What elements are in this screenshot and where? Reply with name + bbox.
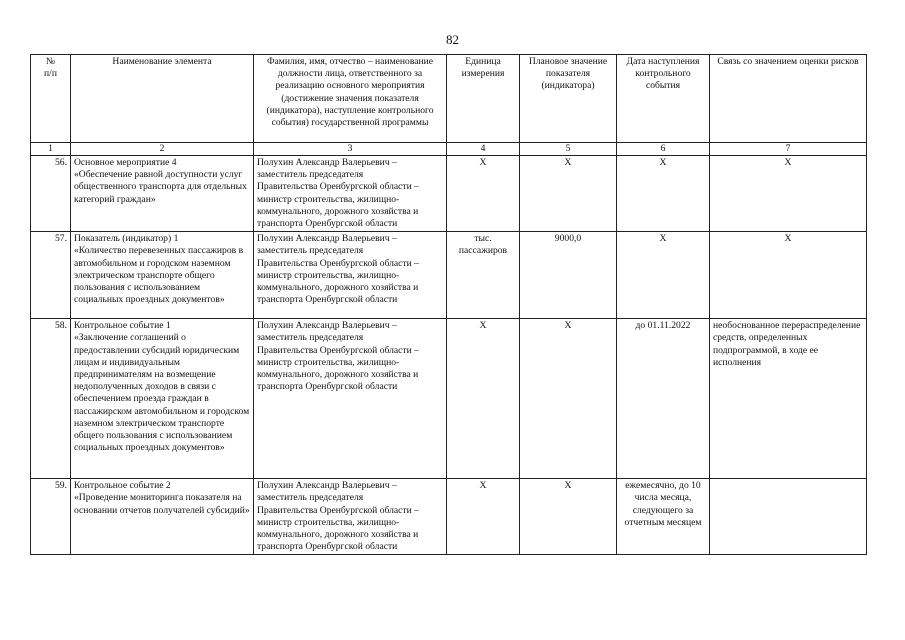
table-row	[31, 156, 867, 232]
risk-link: X	[710, 156, 867, 232]
header-plan-value: Плановое значение показателя (индикатора)	[520, 55, 617, 143]
row-number: 59.	[31, 479, 71, 555]
row-number: 56.	[31, 156, 71, 232]
column-number: 5	[520, 143, 617, 156]
unit-of-measure: X	[447, 319, 520, 479]
column-number: 1	[31, 143, 71, 156]
event-date: до 01.11.2022	[617, 319, 710, 479]
event-date: X	[617, 232, 710, 319]
header-risk-link: Связь со значением оценки рисков	[710, 55, 867, 143]
row-number: 58.	[31, 319, 71, 479]
column-number: 4	[447, 143, 520, 156]
plan-value: X	[520, 319, 617, 479]
unit-of-measure: X	[447, 156, 520, 232]
header-element-name: Наименование элемента	[71, 55, 254, 143]
risk-link: X	[710, 232, 867, 319]
unit-of-measure: X	[447, 479, 520, 555]
element-name: Основное мероприятие 4 «Обеспечение равной доступности услуг общественного транспорта для отдельных категорий граждан»	[71, 156, 254, 232]
control-events-table	[30, 54, 867, 555]
column-number: 3	[254, 143, 447, 156]
event-date: ежемесячно, до 10 числа месяца, следующего за отчетным месяцем	[617, 479, 710, 555]
table-row	[31, 319, 867, 479]
column-number: 2	[71, 143, 254, 156]
column-number: 6	[617, 143, 710, 156]
row-number: 57.	[31, 232, 71, 319]
plan-value: X	[520, 479, 617, 555]
table-row	[31, 232, 867, 319]
responsible-person: Полухин Александр Валерьевич – заместитель председателя Правительства Оренбургской области – министр строительства, жилищно-коммунального, дорожного хозяйства и транспорта Оренбургской области	[254, 156, 447, 232]
element-name: Контрольное событие 2 «Проведение мониторинга показателя на основании отчетов получателей субсидий»	[71, 479, 254, 555]
column-number-row	[31, 143, 867, 156]
header-responsible: Фамилия, имя, отчество – наименование должности лица, ответственного за реализацию основного мероприятия (достижение значения показателя (индикатора), наступление контрольного события) государственной программы	[254, 55, 447, 143]
header-row	[31, 55, 867, 143]
risk-link	[710, 479, 867, 555]
responsible-person: Полухин Александр Валерьевич – заместитель председателя Правительства Оренбургской области – министр строительства, жилищно-коммунального, дорожного хозяйства и транспорта Оренбургской области	[254, 479, 447, 555]
column-number: 7	[710, 143, 867, 156]
element-name: Показатель (индикатор) 1 «Количество перевезенных пассажиров в автомобильном и городском наземном электрическом транспорте общего пользования с использованием социальных проездных документов»	[71, 232, 254, 319]
header-num: № п/п	[31, 55, 71, 143]
event-date: X	[617, 156, 710, 232]
responsible-person: Полухин Александр Валерьевич – заместитель председателя Правительства Оренбургской области – министр строительства, жилищно-коммунального, дорожного хозяйства и транспорта Оренбургской области	[254, 319, 447, 479]
unit-of-measure: тыс. пассажиров	[447, 232, 520, 319]
header-event-date: Дата наступления контрольного события	[617, 55, 710, 143]
risk-link: необоснованное перераспределение средств, определенных подпрограммой, в ходе ее исполнения	[710, 319, 867, 479]
plan-value: X	[520, 156, 617, 232]
page-number: 82	[446, 32, 459, 47]
responsible-person: Полухин Александр Валерьевич – заместитель председателя Правительства Оренбургской области – министр строительства, жилищно-коммунального, дорожного хозяйства и транспорта Оренбургской области	[254, 232, 447, 319]
header-unit: Единица измерения	[447, 55, 520, 143]
plan-value: 9000,0	[520, 232, 617, 319]
table-row	[31, 479, 867, 555]
element-name: Контрольное событие 1 «Заключение соглашений о предоставлении субсидий юридическим лицам и индивидуальным предпринимателям на возмещение недополученных доходов в связи с обеспечением проезда граждан в пассажирском автомобильном и городском наземном электрическом транспорте общего пользования с использованием социальных проездных документов»	[71, 319, 254, 479]
